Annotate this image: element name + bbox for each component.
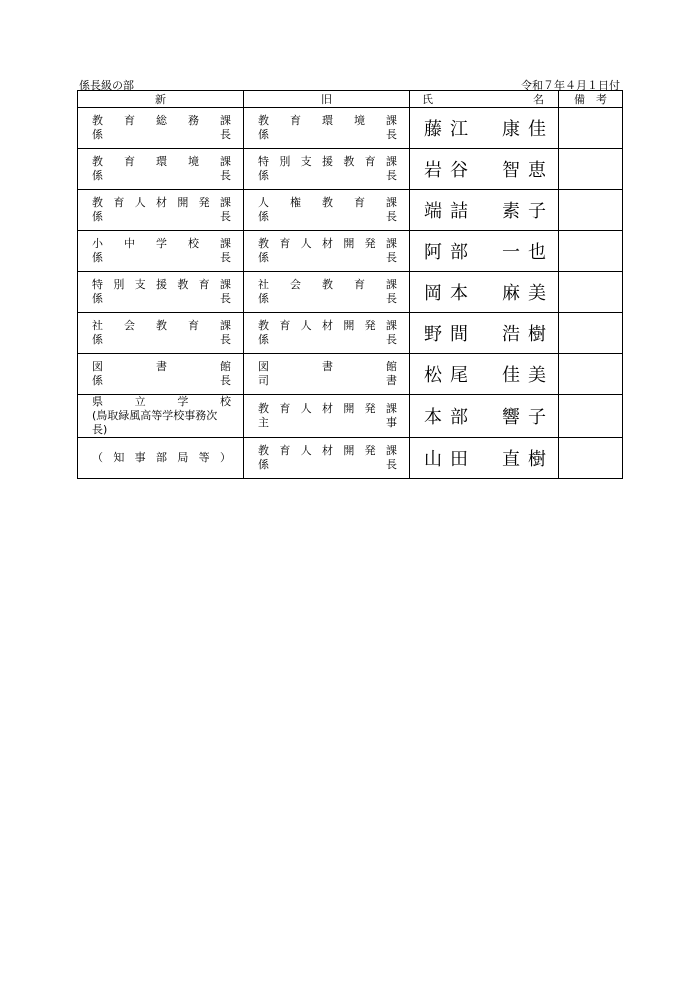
new-position (78, 395, 244, 438)
new-position (78, 313, 244, 354)
new-position-line (92, 128, 231, 142)
remarks-cell (559, 231, 623, 272)
old-position-line (258, 196, 397, 210)
new-position-line (92, 210, 231, 224)
new-position-line (92, 374, 231, 388)
person-name (410, 108, 559, 149)
new-position-line (92, 333, 231, 347)
new-position (78, 108, 244, 149)
remarks-cell (559, 190, 623, 231)
given-name: 佳美 (502, 365, 554, 386)
new-position (78, 438, 244, 479)
old-position-text: 教 育 環 境 課 (258, 114, 397, 127)
old-position-line (258, 402, 397, 416)
header-remarks: 備 考 (559, 91, 623, 108)
given-name: 一也 (502, 242, 554, 263)
new-position (78, 272, 244, 313)
old-position-line (258, 374, 397, 388)
family-name: 山田 (424, 449, 476, 470)
new-position-line (92, 278, 231, 292)
new-position-line (92, 360, 231, 374)
family-name: 野間 (424, 324, 476, 345)
old-position (244, 354, 410, 395)
new-position (78, 190, 244, 231)
effective-date: 令和７年４月１日付 (521, 79, 620, 92)
old-position-line (258, 319, 397, 333)
person-name (410, 438, 559, 479)
remarks-cell (559, 438, 623, 479)
given-name: 智恵 (502, 160, 554, 181)
table-row (78, 354, 623, 395)
new-position-text: 特 別 支 援 教 育 課 (92, 278, 231, 291)
new-position-line (92, 237, 231, 251)
old-position-text: 係 長 (258, 251, 397, 264)
old-position-line (258, 210, 397, 224)
new-position-text: 係 長 (92, 374, 231, 387)
given-name: 麻美 (502, 283, 554, 304)
family-name: 藤江 (424, 119, 476, 140)
table-row (78, 108, 623, 149)
table-row (78, 272, 623, 313)
old-position-text: 教 育 人 材 開 発 課 (258, 402, 397, 415)
remarks-cell (559, 395, 623, 438)
new-position-text: 係 長 (92, 251, 231, 264)
old-position-line (258, 155, 397, 169)
old-position-text: 係 長 (258, 128, 397, 141)
person-name (410, 149, 559, 190)
old-position-line (258, 360, 397, 374)
old-position-line (258, 333, 397, 347)
person-name (410, 231, 559, 272)
old-position (244, 149, 410, 190)
new-position (78, 354, 244, 395)
given-name: 浩樹 (502, 324, 554, 345)
new-position-text: 係 長 (92, 210, 231, 223)
old-position-line (258, 251, 397, 265)
table-header (78, 91, 623, 108)
header-old: 旧 (244, 91, 410, 108)
person-name (410, 313, 559, 354)
old-position-text: 教 育 人 材 開 発 課 (258, 319, 397, 332)
new-position-text: 係 長 (92, 169, 231, 182)
old-position-text: 教 育 人 材 開 発 課 (258, 237, 397, 250)
table-row (78, 395, 623, 438)
new-position-line (92, 292, 231, 306)
old-position-text: 司 書 (258, 374, 397, 387)
family-name: 本部 (424, 407, 476, 428)
old-position (244, 313, 410, 354)
person-name (410, 395, 559, 438)
old-position-line (258, 278, 397, 292)
person-name (410, 190, 559, 231)
new-position (78, 231, 244, 272)
old-position-line (258, 416, 397, 430)
old-position-line (258, 458, 397, 472)
old-position-line (258, 237, 397, 251)
old-position-text: 係 長 (258, 292, 397, 305)
new-position-text: 小 中 学 校 課 (92, 237, 231, 250)
old-position-text: 係 長 (258, 458, 397, 471)
new-position-line (92, 319, 231, 333)
given-name: 康佳 (502, 119, 554, 140)
old-position (244, 108, 410, 149)
old-position-line (258, 292, 397, 306)
table-row (78, 231, 623, 272)
person-name (410, 354, 559, 395)
new-position-text: 社 会 教 育 課 (92, 319, 231, 332)
table-row (78, 149, 623, 190)
old-position-text: 教 育 人 材 開 発 課 (258, 444, 397, 457)
new-position-text: 係 長 (92, 333, 231, 346)
old-position-line (258, 169, 397, 183)
new-position-line (92, 451, 231, 465)
new-position-text: （ 知 事 部 局 等 ） (92, 451, 231, 464)
family-name: 岩谷 (424, 160, 476, 181)
old-position-line (258, 128, 397, 142)
header-name-right: 名 (533, 93, 544, 106)
remarks-cell (559, 313, 623, 354)
new-position-line (92, 155, 231, 169)
remarks-cell (559, 108, 623, 149)
family-name: 阿部 (424, 242, 476, 263)
family-name: 端詰 (424, 201, 476, 222)
given-name: 直樹 (502, 449, 554, 470)
remarks-cell (559, 272, 623, 313)
old-position-text: 係 長 (258, 333, 397, 346)
new-position (78, 149, 244, 190)
old-position-text: 図 書 館 (258, 360, 397, 373)
new-position-line (92, 169, 231, 183)
remarks-cell (559, 354, 623, 395)
new-position-line (92, 114, 231, 128)
new-position-line (92, 395, 231, 409)
given-name: 響子 (502, 407, 554, 428)
header-new: 新 (78, 91, 244, 108)
new-position-text: 図 書 館 (92, 360, 231, 373)
old-position (244, 395, 410, 438)
header-name (410, 91, 559, 108)
old-position-text: 人 権 教 育 課 (258, 196, 397, 209)
personnel-table (77, 90, 623, 479)
person-name (410, 272, 559, 313)
new-position-text: 係 長 (92, 292, 231, 305)
new-position-text: 教 育 総 務 課 (92, 114, 231, 127)
new-position-line (92, 409, 231, 437)
old-position (244, 272, 410, 313)
header-name-left: 氏 (422, 93, 433, 106)
new-position-line (92, 251, 231, 265)
new-position-text: 教 育 環 境 課 (92, 155, 231, 168)
old-position (244, 438, 410, 479)
new-position-text: 係 長 (92, 128, 231, 141)
new-position-line (92, 196, 231, 210)
old-position-text: 特 別 支 援 教 育 課 (258, 155, 397, 168)
new-position-text: (鳥取緑風高等学校事務次長) (92, 409, 218, 436)
remarks-cell (559, 149, 623, 190)
table-row (78, 190, 623, 231)
new-position-text: 県 立 学 校 (92, 395, 231, 408)
new-position-text: 教 育 人 材 開 発 課 (92, 196, 231, 209)
section-title: 係長級の部 (79, 79, 134, 92)
old-position-text: 社 会 教 育 課 (258, 278, 397, 291)
old-position-line (258, 444, 397, 458)
old-position-text: 係 長 (258, 169, 397, 182)
table-row (78, 313, 623, 354)
table-row (78, 438, 623, 479)
old-position (244, 231, 410, 272)
old-position-line (258, 114, 397, 128)
old-position (244, 190, 410, 231)
family-name: 岡本 (424, 283, 476, 304)
old-position-text: 係 長 (258, 210, 397, 223)
old-position-text: 主 事 (258, 416, 397, 429)
family-name: 松尾 (424, 365, 476, 386)
given-name: 素子 (502, 201, 554, 222)
